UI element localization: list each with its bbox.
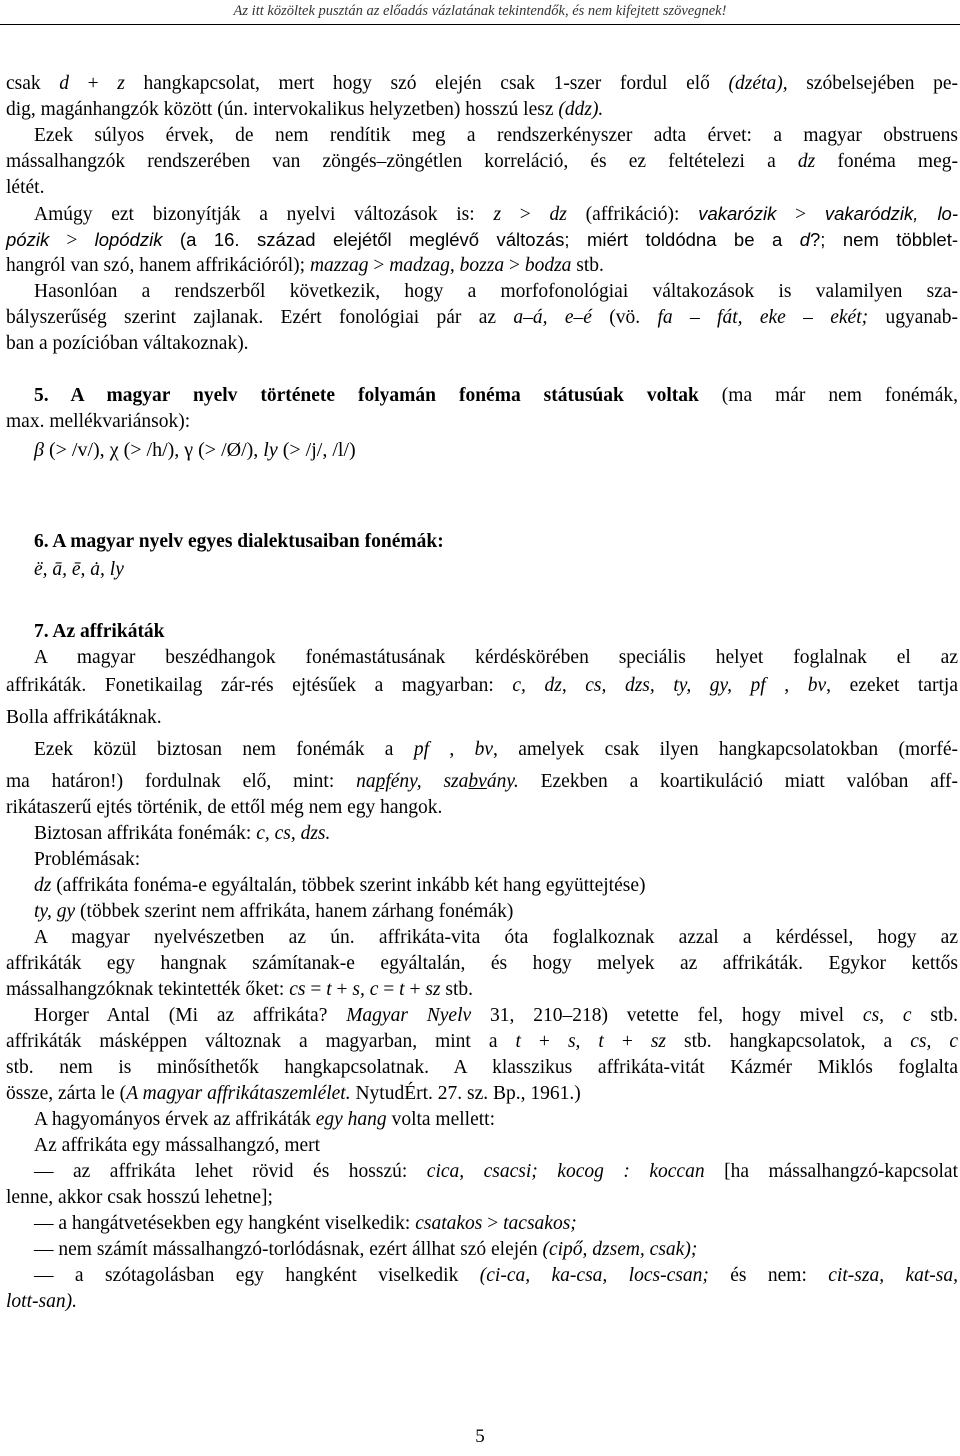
text-line: lott-san). xyxy=(6,1291,77,1312)
text-line: össze, zárta le (A magyar affrikátaszemlélet. NytudÉrt. 27. sz. Bp., 1961.) xyxy=(6,1083,581,1104)
section-heading-6: 6. A magyar nyelv egyes dialektusaiban fonémák: xyxy=(34,531,444,552)
text-line: ë, ā, ē, ȧ, ly xyxy=(34,559,124,580)
list-item: — nem számít mássalhangzó-torlódásnak, ezért állhat szó elején (cipő, dzsem, csak); xyxy=(34,1239,698,1260)
text-line: Biztosan affrikáta fonémák: c, cs, dzs. xyxy=(34,823,331,844)
text-line: hangról van szó, hanem affrikációról); mazzag > madzag, bozza > bodza stb. xyxy=(6,255,604,276)
text-line: max. mellékvariánsok): xyxy=(6,411,191,432)
page-header: Az itt közöltek pusztán az előadás vázlatának tekintendők, és nem kifejtett szövegnek! xyxy=(0,0,960,25)
text-line: bályszerűség szerint zajlanak. Ezért fonológiai pár az a–á, e–é (vö. fa – fát, eke – ekét; ugyanab- xyxy=(6,307,958,328)
text-line: dig, magánhangzók között (ún. intervokalikus helyzetben) hosszú lesz (ddz). xyxy=(6,99,604,120)
page-number: 5 xyxy=(475,1426,485,1447)
text-line: ma határon!) fordulnak elő, mint: napfény, szabvány. Ezekben a koartikuláció miatt valóban aff- xyxy=(6,771,958,792)
text-line: A magyar nyelvészetben az ún. affrikáta-vita óta foglalkoznak azzal a kérdéssel, hogy az xyxy=(34,927,958,948)
text-line: affrikáták egy hangnak számítanak-e egyáltalán, és hogy melyek az affrikáták. Egykor kettős xyxy=(6,953,958,974)
text-line: Ezek közül biztosan nem fonémák a pf , bv, amelyek csak ilyen hangkapcsolatokban (morfé- xyxy=(34,739,959,760)
list-item: — az affrikáta lehet rövid és hosszú: cica, csacsi; kocog : koccan [ha mássalhangzó-kapcsolat xyxy=(34,1161,958,1182)
text-line: Hasonlóan a rendszerből következik, hogy a morfofonológiai váltakozások is valamilyen sza- xyxy=(34,281,958,302)
text-line: ty, gy (többek szerint nem affrikáta, hanem zárhang fonémák) xyxy=(34,901,514,922)
text-line: affrikáták. Fonetikailag zár-rés ejtésűek a magyarban: c, dz, cs, dzs, ty, gy, pf , bv, ezeket tartja xyxy=(6,675,958,696)
text-line: A hagyományos érvek az affrikáták egy hang volta mellett: xyxy=(34,1109,495,1130)
list-item: — a hangátvetésekben egy hangként viselkedik: csatakos > tacsakos; xyxy=(34,1213,577,1234)
text-line: affrikáták másképpen változnak a magyarban, mint a t + s, t + sz stb. hangkapcsolatok, a cs, c xyxy=(6,1031,958,1052)
text-line: Horger Antal (Mi az affrikáta? Magyar Nyelv 31, 210–218) vetette fel, hogy mivel cs, c stb. xyxy=(34,1005,958,1026)
text-line: rikátaszerű ejtés történik, de ettől még nem egy hangok. xyxy=(6,797,443,818)
text-line: lenne, akkor csak hosszú lehetne]; xyxy=(6,1187,273,1208)
text-line: Ezek súlyos érvek, de nem rendítik meg a rendszerkényszer adta érvet: a magyar obstruens xyxy=(34,125,958,146)
text-line: mássalhangzóknak tekintették őket: cs = t + s, c = t + sz stb. xyxy=(6,979,474,1000)
text-line: csak d + z hangkapcsolat, mert hogy szó elején csak 1-szer fordul elő (dzéta), szóbelsejében pe- xyxy=(6,73,959,94)
text-line: létét. xyxy=(6,177,45,198)
text-line: A magyar beszédhangok fonémastátusának kérdéskörében speciális helyet foglalnak el az xyxy=(34,647,958,668)
text-line: β (> /v/), χ (> /h/), γ (> /Ø/), ly (> /j/, /l/) xyxy=(34,439,356,461)
text-line: Bolla affrikátáknak. xyxy=(6,707,162,728)
text-line: pózik > lopódzik (a 16. század elejétől meglévő változás; miért toldódna be a d?; nem többlet- xyxy=(6,229,959,251)
section-heading-5: 5. A magyar nyelv története folyamán fonéma státusúak voltak (ma már nem fonémák, xyxy=(34,385,958,406)
text-line: ban a pozícióban váltakoznak). xyxy=(6,333,249,354)
list-item: — a szótagolásban egy hangként viselkedik (ci-ca, ka-csa, locs-csan; és nem: cit-sza, kat-sa, xyxy=(34,1265,959,1286)
text-line: Problémásak: xyxy=(34,849,141,870)
text-line: Amúgy ezt bizonyítják a nyelvi változások is: z > dz (affrikáció): vakarózik > vakaródzik, lo- xyxy=(34,203,959,225)
text-line: mássalhangzók rendszerében van zöngés–zöngétlen korreláció, és ez feltételezi a dz fonéma meg- xyxy=(6,151,958,172)
section-heading-7: 7. Az affrikáták xyxy=(34,621,165,642)
text-line: stb. nem is minősíthetők hangkapcsolatnak. A klasszikus affrikáta-vitát Kázmér Miklós foglalta xyxy=(6,1057,958,1078)
text-line: Az affrikáta egy mássalhangzó, mert xyxy=(34,1135,321,1156)
text-line: dz (affrikáta fonéma-e egyáltalán, többek szerint inkább két hang együttejtése) xyxy=(34,875,646,896)
